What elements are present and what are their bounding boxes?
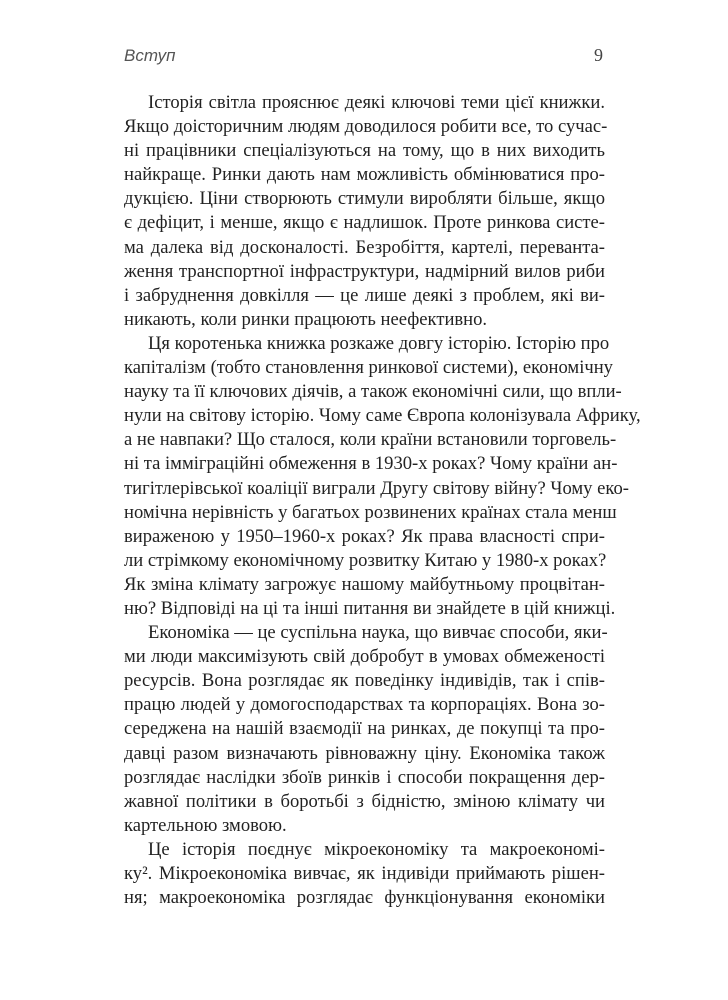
text-line: картельною змовою. bbox=[124, 814, 287, 836]
text-line: дукцією. Ціни створюють стимули виробляти більше, якщо bbox=[124, 188, 605, 210]
text-line: ку². Мікроекономіка вивчає, як індивіди приймають рішен- bbox=[124, 863, 605, 884]
running-title: Вступ bbox=[124, 46, 176, 65]
text-line: Історія світла прояснює деякі ключові теми цієї книжки. bbox=[148, 92, 605, 113]
text-line: а не навпаки? Що сталося, коли країни встановили торговель- bbox=[124, 429, 617, 451]
paragraph bbox=[124, 621, 608, 838]
paragraph bbox=[124, 332, 641, 621]
text-line: Це історія поєднує мікроекономіку та макроекономі- bbox=[148, 838, 605, 860]
text-line: нули на світову історію. Чому саме Європа колонізувала Африку, bbox=[124, 405, 641, 427]
text-line: жавної політики в боротьбі з бідністю, зміною клімату чи bbox=[124, 790, 605, 812]
text-line: вираженою у 1950–1960-х роках? Як права власності спри- bbox=[124, 525, 605, 547]
text-line: ли стрімкому економічному розвитку Китаю у 1980-х роках? bbox=[124, 549, 607, 571]
text-line: науку та її ключових діячів, а також економічні сили, що впли- bbox=[124, 381, 622, 403]
paragraph bbox=[124, 91, 608, 332]
text-line: Якщо доісторичним людям доводилося робити все, то сучас- bbox=[124, 116, 608, 138]
text-line: ми люди максимізують свій добробут в умовах обмеженості bbox=[124, 646, 605, 668]
text-line: найкраще. Ринки дають нам можливість обмінюватися про- bbox=[124, 164, 605, 186]
text-line: працю людей у домогосподарствах та корпораціях. Вона зо- bbox=[124, 694, 605, 716]
text-line: Економіка — це суспільна наука, що вивчає способи, яки- bbox=[148, 622, 608, 644]
text-line: ма далека від досконалості. Безробіття, картелі, переванта- bbox=[124, 236, 605, 258]
page-number: 9 bbox=[594, 45, 603, 65]
text-line: ресурсів. Вона розглядає як поведінку індивідів, так і спів- bbox=[124, 670, 605, 692]
text-line: давці разом визначають рівноважну ціну. Економіка також bbox=[124, 742, 605, 764]
text-line: капіталізм (тобто становлення ринкової системи), економічну bbox=[124, 357, 613, 379]
text-line: ження транспортної інфраструктури, надмірний вилов риби bbox=[124, 260, 605, 282]
text-line: розглядає наслідки збоїв ринків і способи покращення дер- bbox=[124, 766, 605, 788]
text-line: никають, коли ринки працюють неефективно. bbox=[124, 308, 488, 330]
text-line: ню? Відповіді на ці та інші питання ви знайдете в цій книжці. bbox=[124, 597, 616, 619]
text-line: Ця коротенька книжка розкаже довгу історію. Історію про bbox=[148, 332, 610, 354]
text-line: є дефіцит, і менше, якщо є надлишок. Проте ринкова систе- bbox=[124, 212, 605, 234]
text-line: середжена на нашій взаємодії на ринках, де покупці та про- bbox=[124, 718, 605, 740]
body-text bbox=[124, 91, 641, 910]
text-line: і забруднення довкілля — це лише деякі з проблем, які ви- bbox=[124, 284, 605, 306]
text-line: ня; макроекономіка розглядає функціонування економіки bbox=[124, 887, 605, 909]
text-line: ні та імміграційні обмеження в 1930-х роках? Чому країни ан- bbox=[124, 453, 618, 475]
paragraph bbox=[124, 838, 605, 910]
text-line: номічна нерівність у багатьох розвинених країнах стала менш bbox=[124, 501, 617, 523]
text-line: ні працівники спеціалізуються на тому, що в них виходить bbox=[124, 140, 605, 162]
text-line: Як зміна клімату загрожує нашому майбутньому процвітан- bbox=[124, 573, 605, 595]
text-line: тигітлерівської коаліції виграли Другу світову війну? Чому еко- bbox=[124, 477, 629, 499]
